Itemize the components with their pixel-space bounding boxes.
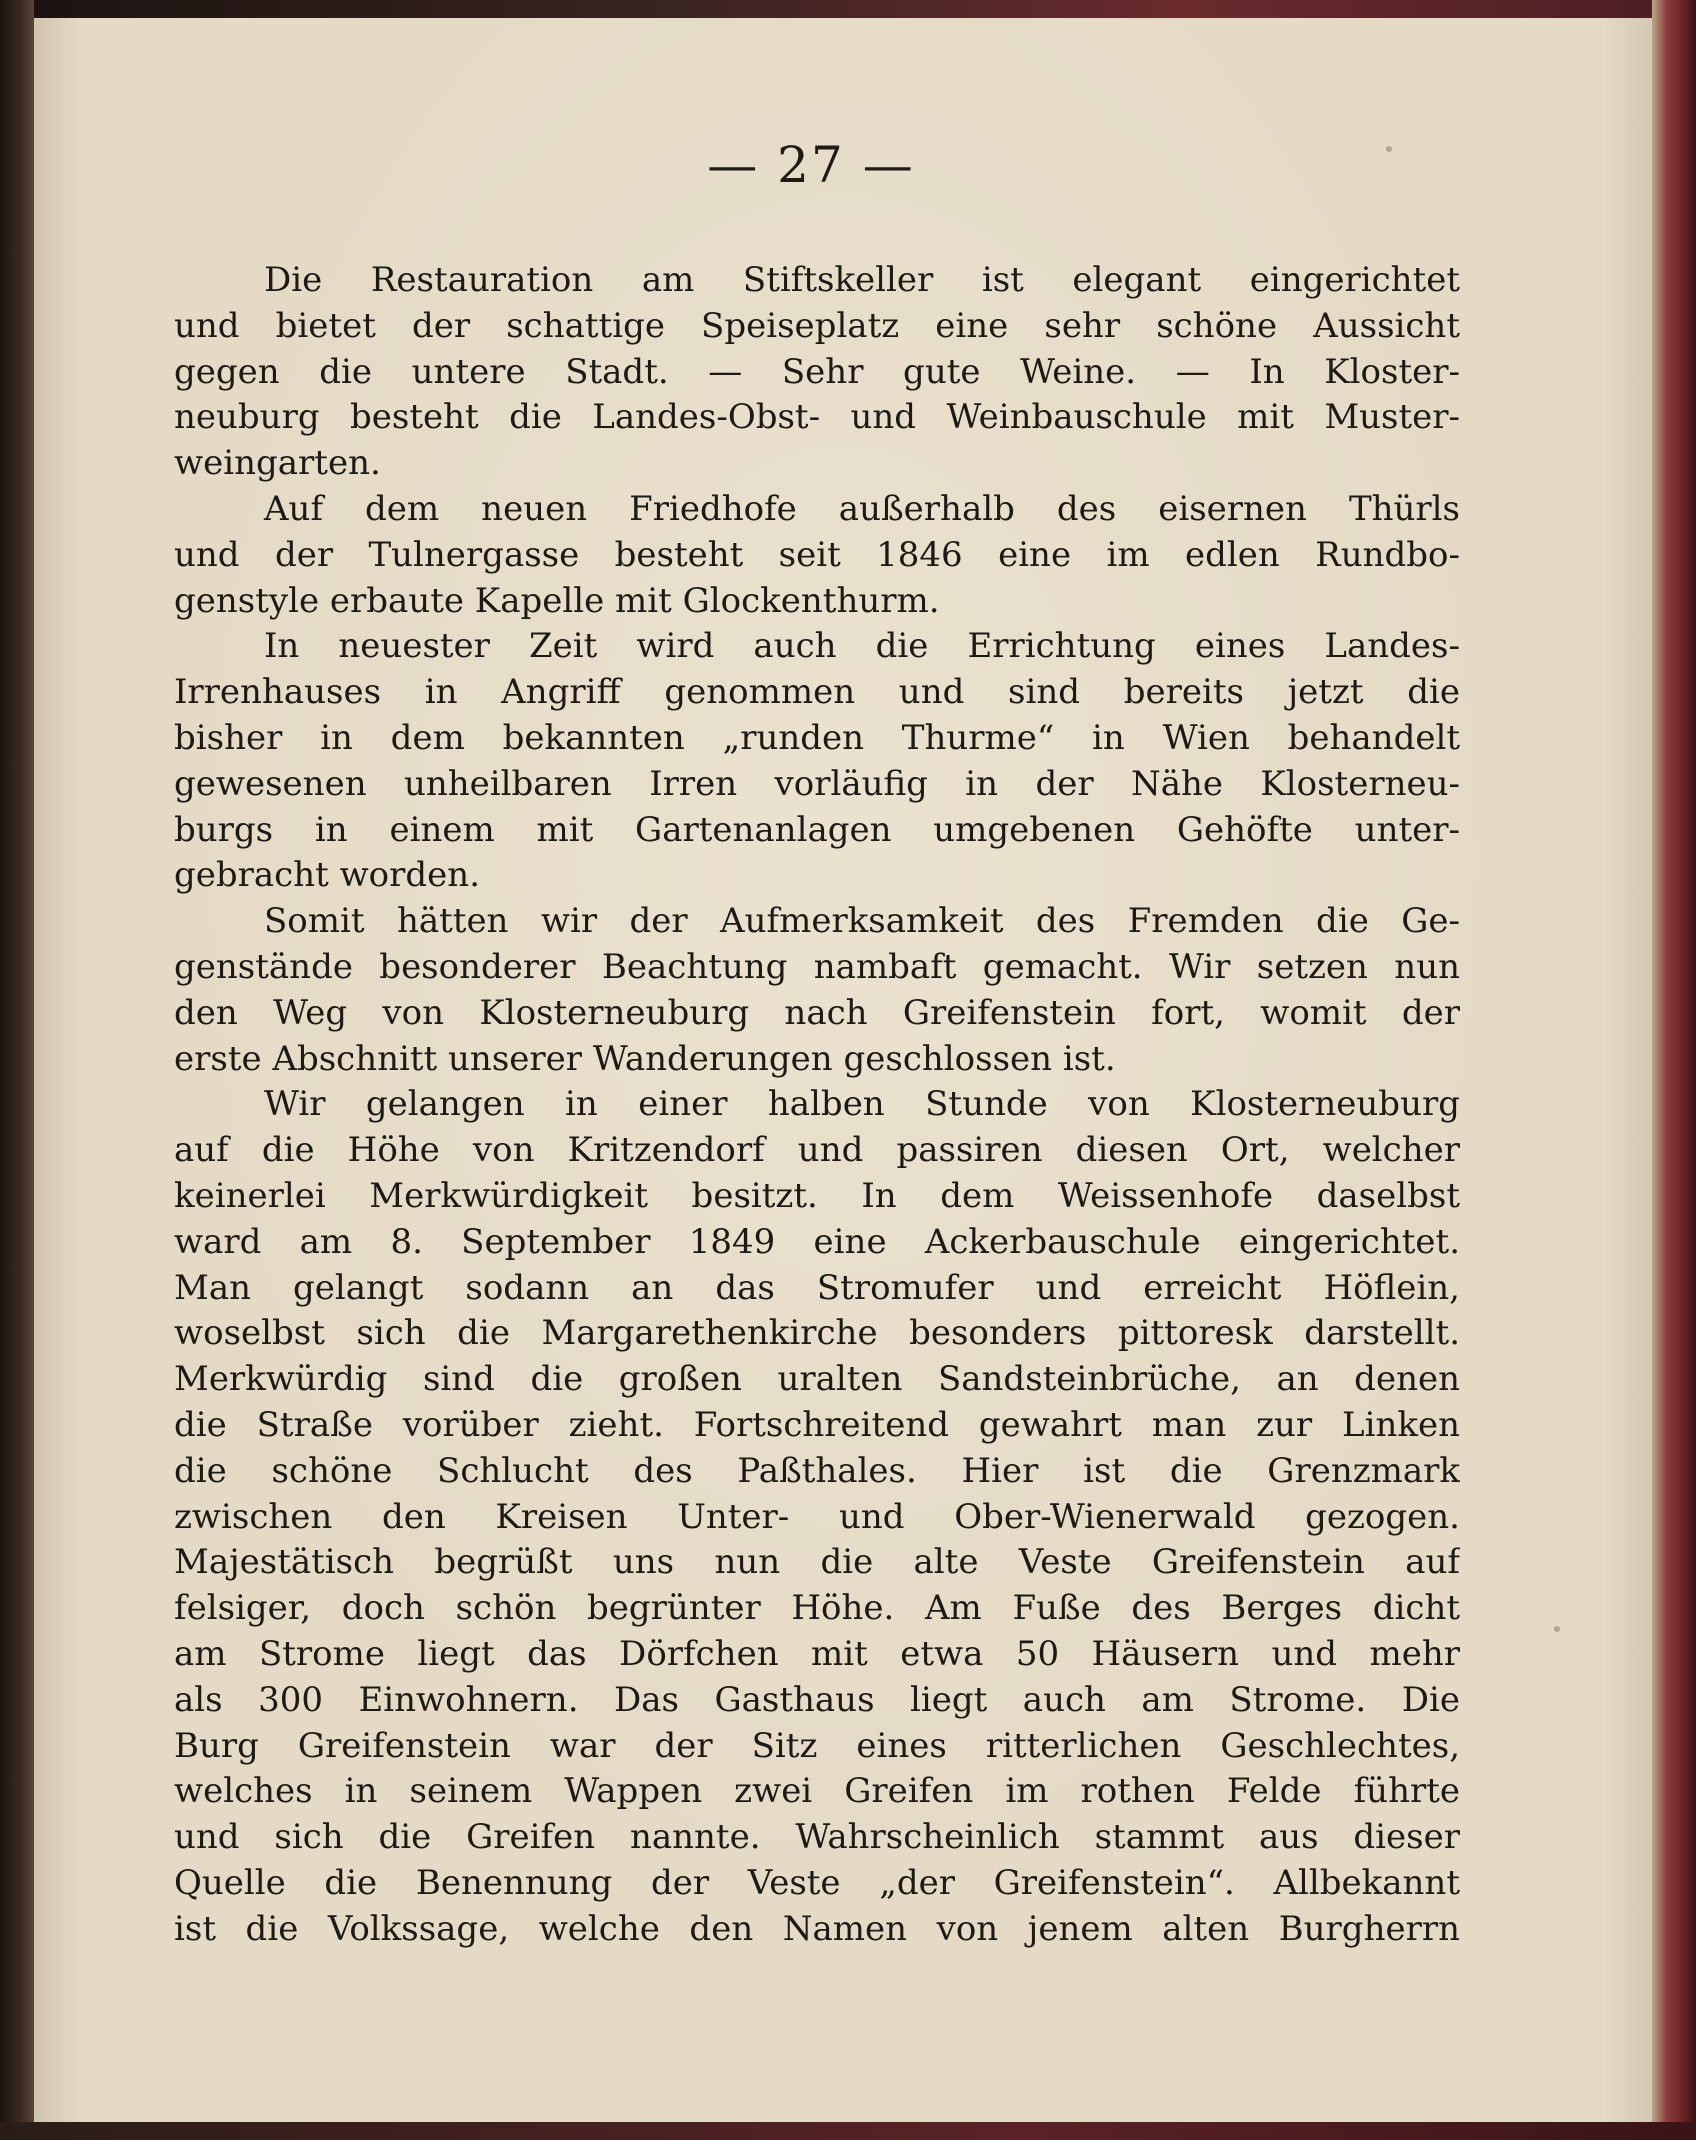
page-number: — 27 — (707, 136, 915, 194)
text-line: und bietet der schattige Speiseplatz eine sehr schöne Aussicht (174, 305, 1460, 346)
text-line: Man gelangt sodann an das Stromufer und erreicht Höflein, (174, 1267, 1460, 1308)
text-line: keinerlei Merkwürdigkeit besitzt. In dem Weissenhofe daselbst (174, 1175, 1460, 1216)
text-line: bisher in dem bekannten „runden Thurme“ in Wien behandelt (174, 717, 1460, 758)
text-line: Wir gelangen in einer halben Stunde von Klosterneuburg (264, 1084, 1460, 1125)
book-top-edge (0, 0, 1696, 18)
text-line: den Weg von Klosterneuburg nach Greifenstein fort, womit der (174, 992, 1460, 1033)
text-line: Somit hätten wir der Aufmerksamkeit des Fremden die Ge- (264, 901, 1460, 942)
text-line: erste Abschnitt unserer Wanderungen geschlossen ist. (174, 1038, 1116, 1079)
text-line: ist die Volkssage, welche den Namen von jenem alten Burgherrn (174, 1908, 1460, 1949)
text-line: die Straße vorüber zieht. Fortschreitend gewahrt man zur Linken (174, 1404, 1460, 1445)
body-text (174, 258, 1460, 1952)
text-line: gewesenen unheilbaren Irren vorläufig in der Nähe Klosterneu- (174, 763, 1460, 804)
text-line: auf die Höhe von Kritzendorf und passiren diesen Ort, welcher (174, 1130, 1460, 1171)
text-line: Quelle die Benennung der Veste „der Greifenstein“. Allbekannt (174, 1862, 1460, 1903)
text-line: In neuester Zeit wird auch die Errichtung eines Landes- (264, 626, 1460, 667)
text-line: genstyle erbaute Kapelle mit Glockenthurm. (174, 580, 940, 621)
text-line: als 300 Einwohnern. Das Gasthaus liegt auch am Strome. Die (174, 1679, 1460, 1720)
text-line: burgs in einem mit Gartenanlagen umgebenen Gehöfte unter- (174, 809, 1460, 850)
text-line: Irrenhauses in Angriff genommen und sind bereits jetzt die (174, 672, 1460, 713)
text-line: weingarten. (174, 443, 381, 484)
text-line: genstände besonderer Beachtung nambaft gemacht. Wir setzen nun (174, 946, 1460, 987)
text-line: gegen die untere Stadt. — Sehr gute Weine. — In Kloster- (174, 351, 1460, 392)
text-line: und sich die Greifen nannte. Wahrscheinlich stammt aus dieser (174, 1817, 1460, 1858)
text-line: Majestätisch begrüßt uns nun die alte Veste Greifenstein auf (174, 1542, 1460, 1583)
book-bottom-edge (0, 2122, 1696, 2140)
book-cover-edge (1652, 0, 1696, 2140)
text-line: gebracht worden. (174, 855, 480, 896)
text-line: Die Restauration am Stiftskeller ist elegant eingerichtet (264, 260, 1460, 300)
text-line: woselbst sich die Margarethenkirche besonders pittoresk darstellt. (174, 1313, 1460, 1354)
text-line: Auf dem neuen Friedhofe außerhalb des eisernen Thürls (264, 488, 1460, 529)
text-line: zwischen den Kreisen Unter- und Ober-Wienerwald gezogen. (174, 1496, 1460, 1537)
text-line: felsiger, doch schön begrünter Höhe. Am Fuße des Berges dicht (174, 1588, 1460, 1629)
text-line: ward am 8. September 1849 eine Ackerbauschule eingerichtet. (174, 1221, 1460, 1262)
text-line: am Strome liegt das Dörfchen mit etwa 50 Häusern und mehr (174, 1633, 1460, 1674)
text-line: und der Tulnergasse besteht seit 1846 eine im edlen Rundbo- (174, 534, 1460, 575)
text-line: Merkwürdig sind die großen uralten Sandsteinbrüche, an denen (174, 1359, 1460, 1400)
page-sheet (34, 18, 1652, 2122)
text-line: die schöne Schlucht des Paßthales. Hier ist die Grenzmark (174, 1450, 1460, 1491)
book-binding-edge (0, 0, 34, 2140)
text-line: neuburg besteht die Landes-Obst- und Weinbauschule mit Muster- (174, 397, 1460, 438)
paper-speck (1554, 1626, 1560, 1632)
text-line: welches in seinem Wappen zwei Greifen im rothen Felde führte (174, 1771, 1460, 1812)
text-line: Burg Greifenstein war der Sitz eines ritterlichen Geschlechtes, (174, 1725, 1460, 1766)
